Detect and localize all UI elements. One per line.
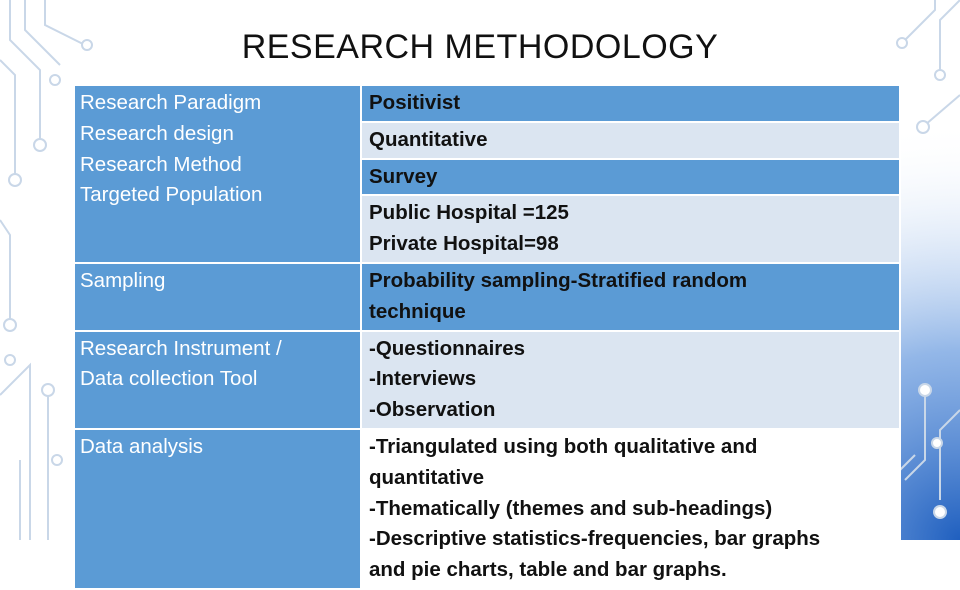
value-text: and pie charts, table and bar graphs. (369, 558, 727, 582)
label-cell (74, 331, 361, 429)
label-cell (74, 263, 361, 331)
label-text: Research Paradigm (80, 91, 262, 114)
value-text: Survey (369, 164, 438, 188)
value-text: -Observation (369, 398, 496, 422)
methodology-table (73, 84, 901, 590)
label-text: Targeted Population (80, 183, 263, 207)
label-text: Data collection Tool (80, 367, 258, 391)
value-text: quantitative (369, 465, 485, 489)
value-text: technique (369, 299, 466, 323)
value-cell (361, 331, 900, 429)
label-cell (74, 85, 361, 263)
value-text: Quantitative (369, 127, 488, 151)
value-text: -Thematically (themes and sub-headings) (369, 496, 773, 520)
value-text: -Triangulated using both qualitative and (369, 434, 758, 458)
value-text: Probability sampling-Stratified random (369, 268, 748, 292)
value-cell (361, 85, 900, 122)
value-text: Public Hospital =125 (369, 201, 569, 225)
label-cell (74, 429, 361, 589)
value-text: -Questionnaires (369, 336, 526, 360)
table-row (74, 263, 900, 331)
table-row (74, 429, 900, 589)
label-text: Data analysis (80, 434, 204, 458)
value-cell (361, 195, 900, 263)
value-text: Positivist (369, 91, 461, 114)
label-text: Research Instrument / (80, 336, 282, 360)
label-text: Research Method (80, 152, 242, 176)
value-cell (361, 429, 900, 589)
table-row (74, 85, 900, 122)
value-cell (361, 122, 900, 159)
table-row (74, 331, 900, 429)
value-cell (361, 159, 900, 196)
value-text: -Interviews (369, 367, 477, 391)
value-text: Private Hospital=98 (369, 232, 559, 256)
slide-title: RESEARCH METHODOLOGY (241, 28, 719, 66)
label-text: Sampling (80, 268, 166, 292)
value-text: -Descriptive statistics-frequencies, bar graphs (369, 527, 821, 551)
value-cell (361, 263, 900, 331)
label-text: Research design (80, 121, 234, 145)
